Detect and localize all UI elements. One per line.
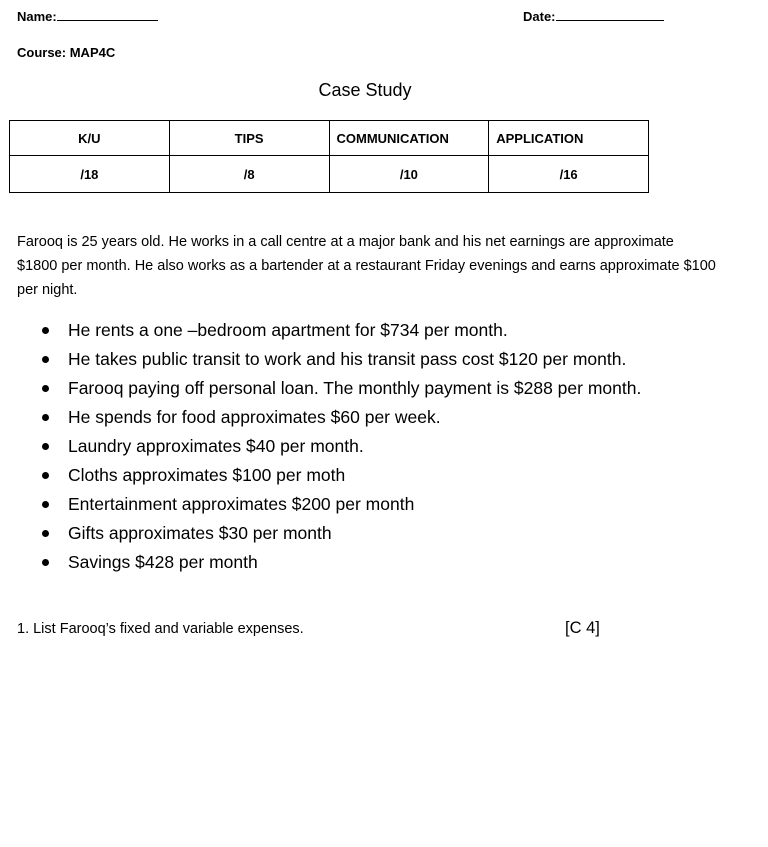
course-label: Course: MAP4C [17, 45, 116, 60]
bullet-icon [42, 530, 49, 537]
list-item-text: He rents a one –bedroom apartment for $734 per month. [68, 320, 508, 340]
list-item-text: Gifts approximates $30 per month [68, 523, 332, 543]
list-item-text: Laundry approximates $40 per month. [68, 436, 364, 456]
page-title: Case Study [318, 80, 412, 100]
date-field [523, 9, 664, 24]
rubric-header-row [10, 121, 649, 156]
expense-list [38, 316, 641, 577]
bullet-icon [42, 327, 49, 334]
question-text: 1. List Farooq’s fixed and variable expenses. [17, 621, 304, 637]
list-item-text: He takes public transit to work and his transit pass cost $120 per month. [68, 349, 627, 369]
intro-paragraph: Farooq is 25 years old. He works in a call centre at a major bank and his net earnings are approximate $1800 per month. He also works as a bartender at a restaurant Friday evenings and earns approximate $100 per night. [17, 234, 716, 298]
list-item [38, 374, 641, 403]
list-item [38, 432, 641, 461]
question-marks: [C 4] [565, 619, 600, 637]
name-field [17, 9, 158, 24]
bullet-icon [42, 472, 49, 479]
name-label: Name: [17, 9, 57, 24]
bullet-icon [42, 414, 49, 421]
list-item-text: Farooq paying off personal loan. The monthly payment is $288 per month. [68, 378, 642, 398]
list-item [38, 403, 641, 432]
rubric-mark-communication: /10 [329, 156, 489, 193]
rubric-table [9, 120, 649, 193]
list-item [38, 490, 641, 519]
list-item-text: He spends for food approximates $60 per week. [68, 407, 441, 427]
list-item-text: Entertainment approximates $200 per month [68, 494, 415, 514]
bullet-icon [42, 443, 49, 450]
date-label: Date: [523, 9, 556, 24]
rubric-header-communication: COMMUNICATION [329, 121, 489, 156]
rubric-mark-ku: /18 [10, 156, 170, 193]
bullet-icon [42, 356, 49, 363]
rubric-header-tips: TIPS [169, 121, 329, 156]
bullet-icon [42, 501, 49, 508]
list-item-text: Savings $428 per month [68, 552, 258, 572]
date-blank-line [556, 9, 664, 21]
rubric-header-application: APPLICATION [489, 121, 649, 156]
list-item [38, 519, 641, 548]
name-blank-line [57, 9, 158, 21]
rubric-mark-application: /16 [489, 156, 649, 193]
rubric-header-ku: K/U [10, 121, 170, 156]
list-item [38, 345, 641, 374]
list-item [38, 548, 641, 577]
list-item [38, 316, 641, 345]
bullet-icon [42, 385, 49, 392]
list-item [38, 461, 641, 490]
bullet-icon [42, 559, 49, 566]
rubric-marks-row [10, 156, 649, 193]
rubric-mark-tips: /8 [169, 156, 329, 193]
list-item-text: Cloths approximates $100 per moth [68, 465, 346, 485]
